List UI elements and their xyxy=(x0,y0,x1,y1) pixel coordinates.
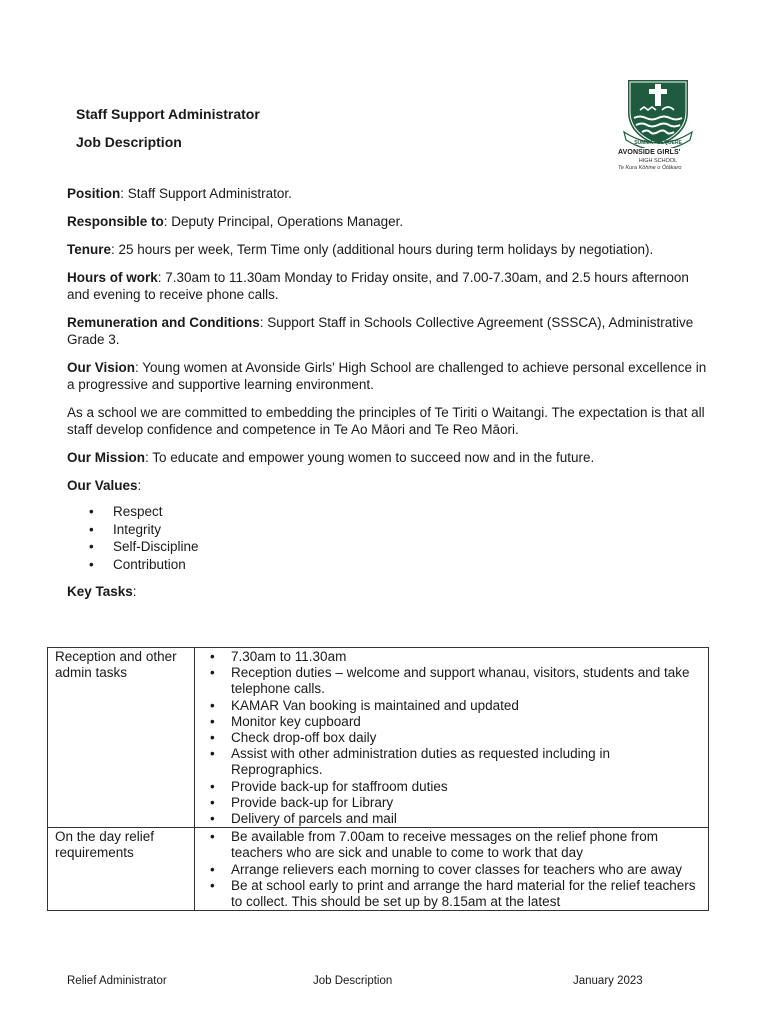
document-body xyxy=(67,185,707,611)
list-item: • 7.30am to 11.30am xyxy=(202,649,702,665)
table-cell-tasks xyxy=(195,828,709,911)
field-label: Key Tasks xyxy=(67,584,133,599)
field-value: : To educate and empower young women to succeed now and in the future. xyxy=(145,450,595,465)
field-label: Our Mission xyxy=(67,450,146,465)
field-hours-of-work xyxy=(67,269,707,303)
list-item: • Monitor key cupboard xyxy=(202,714,702,730)
table-cell-label: On the day relief requirements xyxy=(48,828,195,911)
field-value: : Support Staff in Schools Collective Agreement (SSSCA), Administrative Grade 3. xyxy=(67,315,694,347)
list-item: • Be at school early to print and arrange the hard material for the relief teachers to collect. This should be set up by 8.15am at the latest xyxy=(202,878,702,910)
school-crest-icon xyxy=(622,74,694,148)
field-vision xyxy=(67,359,707,393)
document-subtitle: Job Description xyxy=(76,134,182,150)
list-item: • KAMAR Van booking is maintained and updated xyxy=(202,698,702,714)
footer-right: January 2023 xyxy=(573,975,643,987)
logo-motto: SUMMA · SEQUERE xyxy=(634,140,682,146)
field-value: : Staff Support Administrator. xyxy=(120,186,292,201)
list-item: • Provide back-up for Library xyxy=(202,795,702,811)
list-item: • Respect xyxy=(67,503,707,521)
list-item: • Arrange relievers each morning to cover classes for teachers who are away xyxy=(202,862,702,878)
list-item: • Delivery of parcels and mail xyxy=(202,811,702,827)
field-value: : Young women at Avonside Girls' High School are challenged to achieve personal excellence in a progressive and supportive learning environment. xyxy=(67,360,707,392)
logo-school-name: AVONSIDE GIRLS' xyxy=(618,149,681,156)
table-row xyxy=(48,828,709,911)
field-label: Position xyxy=(67,186,121,201)
footer-center: Job Description xyxy=(313,975,393,987)
values-heading: Our Values: xyxy=(67,478,142,493)
list-item: • Self-Discipline xyxy=(67,538,707,556)
field-responsible-to xyxy=(67,213,707,230)
footer-left: Relief Administrator xyxy=(67,975,167,987)
list-item: • Check drop-off box daily xyxy=(202,730,702,746)
field-value: : 25 hours per week, Term Time only (additional hours during term holidays by negotiation). xyxy=(111,242,654,257)
field-label: Responsible to xyxy=(67,214,164,229)
key-tasks-heading: Key Tasks: xyxy=(67,584,137,599)
school-logo xyxy=(618,74,698,174)
field-mission xyxy=(67,449,707,466)
field-value: : 7.30am to 11.30am Monday to Friday onsite, and 7.00-7.30am, and 2.5 hours afternoon and evening to receive phone calls. xyxy=(67,270,689,302)
key-tasks-table xyxy=(47,647,709,911)
field-label: Our Values xyxy=(67,478,138,493)
list-item: • Assist with other administration duties as requested including in Reprographics. xyxy=(202,746,702,778)
field-label: Hours of work xyxy=(67,270,158,285)
table-cell-tasks xyxy=(195,648,709,828)
field-label: Remuneration and Conditions xyxy=(67,315,260,330)
values-list xyxy=(67,503,707,573)
logo-maori-name: Te Kura Kōhine o Ōtākaro xyxy=(618,165,682,171)
field-position xyxy=(67,185,707,202)
table-row xyxy=(48,648,709,828)
document-title: Staff Support Administrator xyxy=(76,106,260,122)
list-item: • Provide back-up for staffroom duties xyxy=(202,779,702,795)
field-remuneration xyxy=(67,314,707,348)
treaty-paragraph: As a school we are committed to embedding the principles of Te Tiriti o Waitangi. The expectation is that all staff develop confidence and competence in Te Ao Māori and Te Reo Māori. xyxy=(67,405,705,437)
logo-school-sub: HIGH SCHOOL xyxy=(638,158,678,164)
list-item: • Be available from 7.00am to receive messages on the relief phone from teachers who are sick and unable to come to work that day xyxy=(202,829,702,861)
list-item: • Integrity xyxy=(67,521,707,539)
list-item: • Reception duties – welcome and support whanau, visitors, students and take telephone calls. xyxy=(202,665,702,697)
field-label: Tenure xyxy=(67,242,112,257)
field-label: Our Vision xyxy=(67,360,136,375)
table-cell-label: Reception and other admin tasks xyxy=(48,648,195,828)
field-value: : Deputy Principal, Operations Manager. xyxy=(163,214,404,229)
field-tenure xyxy=(67,241,707,258)
list-item: • Contribution xyxy=(67,556,707,574)
